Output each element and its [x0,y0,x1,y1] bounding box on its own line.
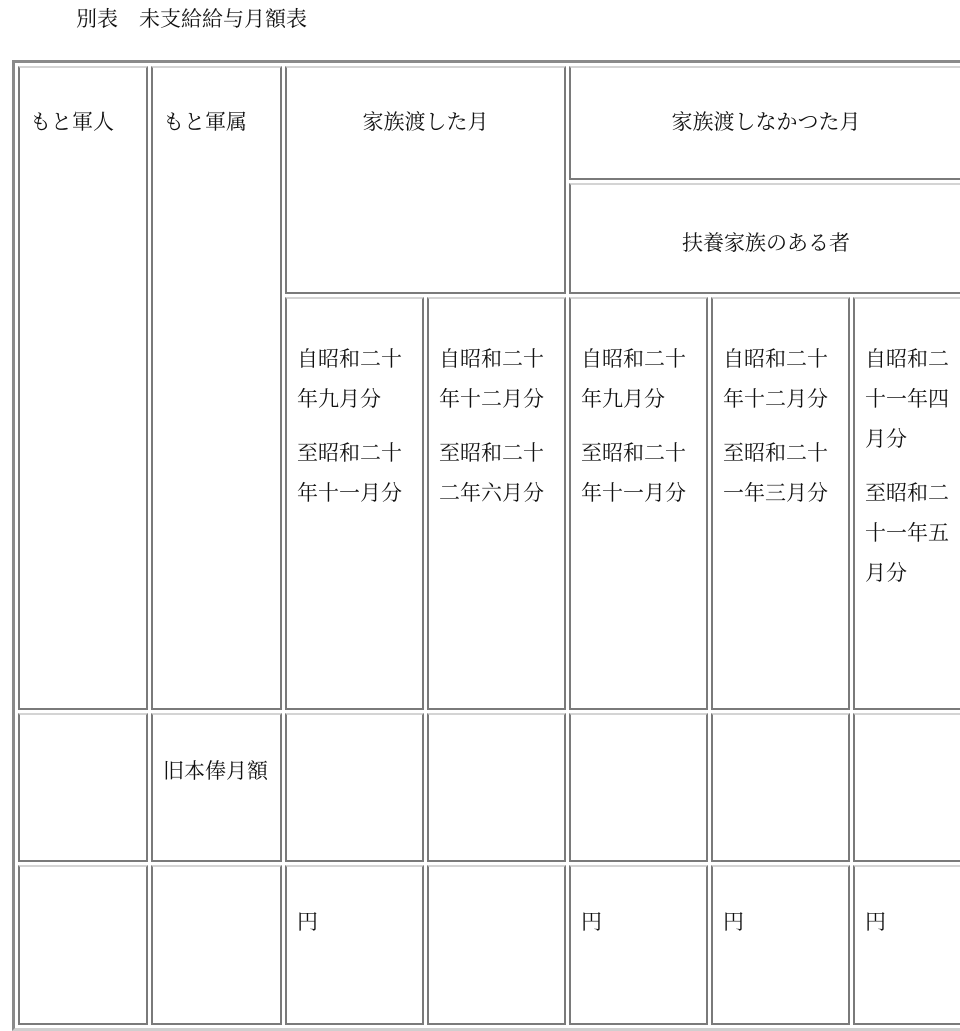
period-cell-5 [853,297,960,710]
yen-cell-2 [427,865,566,1025]
period-4-to: 至昭和二十一年三月分 [723,441,828,505]
table-cell [569,713,708,862]
period-2-from: 自昭和二十年十二月分 [439,347,544,411]
old-salary-label [151,713,282,862]
yen-cell-4 [711,865,850,1025]
period-cell-3 [569,297,708,710]
header-family-paid [285,66,566,294]
header-former-civilian [151,66,282,710]
table-cell [285,713,424,862]
page-title: 別表 未支給給与月額表 [76,7,307,31]
yen-cell-1-text: 円 [297,910,318,934]
yen-cell-1 [285,865,424,1025]
table-cell [853,713,960,862]
yen-cell-3-text: 円 [581,910,602,934]
yen-cell-5-text: 円 [865,910,886,934]
header-family-paid-text: 家族渡した月 [362,110,489,134]
yen-cell-5 [853,865,960,1025]
period-3-from: 自昭和二十年九月分 [581,347,686,411]
table-cell [711,713,850,862]
period-cell-2 [427,297,566,710]
header-with-dependents-text: 扶養家族のある者 [682,231,850,255]
header-with-dependents [569,183,960,294]
header-former-civilian-text: もと軍属 [163,110,247,134]
table-cell [151,865,282,1025]
yen-cell-4-text: 円 [723,910,744,934]
period-3-to: 至昭和二十年十一月分 [581,441,686,505]
old-salary-label-text: 旧本俸月額 [163,759,268,783]
header-family-not-paid [569,66,960,180]
yen-cell-3 [569,865,708,1025]
period-1-from: 自昭和二十年九月分 [297,347,402,411]
period-4-from: 自昭和二十年十二月分 [723,347,828,411]
salary-table [12,60,948,1010]
table-cell [18,713,148,862]
header-former-soldier-text: もと軍人 [30,110,114,134]
table-cell [18,865,148,1025]
period-5-from: 自昭和二十一年四月分 [865,347,949,451]
period-2-to: 至昭和二十二年六月分 [439,441,544,505]
period-5-to: 至昭和二十一年五月分 [865,481,949,585]
header-former-soldier [18,66,148,710]
header-family-not-paid-text: 家族渡しなかつた月 [671,110,861,134]
table-cell [427,713,566,862]
salary-table-grid [12,60,960,1031]
period-cell-4 [711,297,850,710]
period-1-to: 至昭和二十年十一月分 [297,441,402,505]
period-cell-1 [285,297,424,710]
